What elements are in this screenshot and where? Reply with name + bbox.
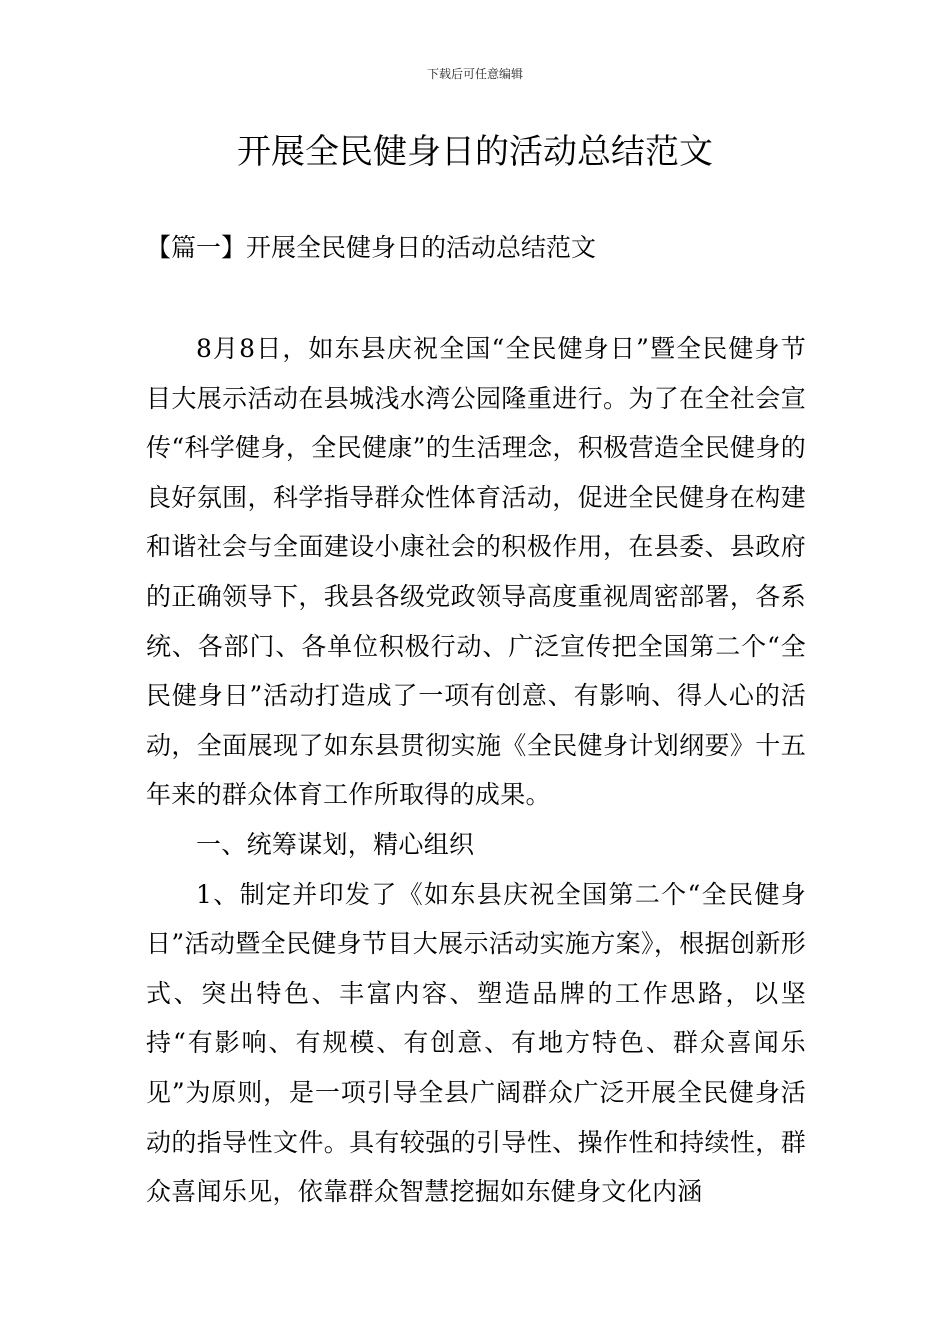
paragraph-item-1: 1、制定并印发了《如东县庆祝全国第二个“全民健身日”活动暨全民健身节目大展示活动实施方案》，根据创新形式、突出特色、丰富内容、塑造品牌的工作思路，以坚持“有影响、有规模、有创意、有地方特色、群众喜闻乐见”为原则，是一项引导全县广阔群众广泛开展全民健身活动的指导性文件。具有较强的引导性、操作性和持续性，群众喜闻乐见，依靠群众智慧挖掘如东健身文化内涵 [146,879,806,1207]
paragraph-intro: 8月8日，如东县庆祝全国“全民健身日”暨全民健身节目大展示活动在县城浅水湾公园隆重进行。为了在全社会宣传“科学健身，全民健康”的生活理念，积极营造全民健身的良好氛围，科学指导群众性体育活动，促进全民健身在构建和谐社会与全面建设小康社会的积极作用，在县委、县政府的正确领导下，我县各级党政领导高度重视周密部署，各系统、各部门、各单位积极行动、广泛宣传把全国第二个“全民健身日”活动打造成了一项有创意、有影响、得人心的活动，全面展现了如东县贯彻实施《全民健身计划纲要》十五年来的群众体育工作所取得的成果。 [146,334,806,810]
document-body [146,324,806,1217]
document-title: 开展全民健身日的活动总结范文 [237,132,713,172]
paragraph-subheading: 一、统筹谋划，精心组织 [196,829,475,859]
header-note: 下载后可任意编辑 [426,67,523,81]
section-heading: 【篇一】开展全民健身日的活动总结范文 [146,233,597,262]
